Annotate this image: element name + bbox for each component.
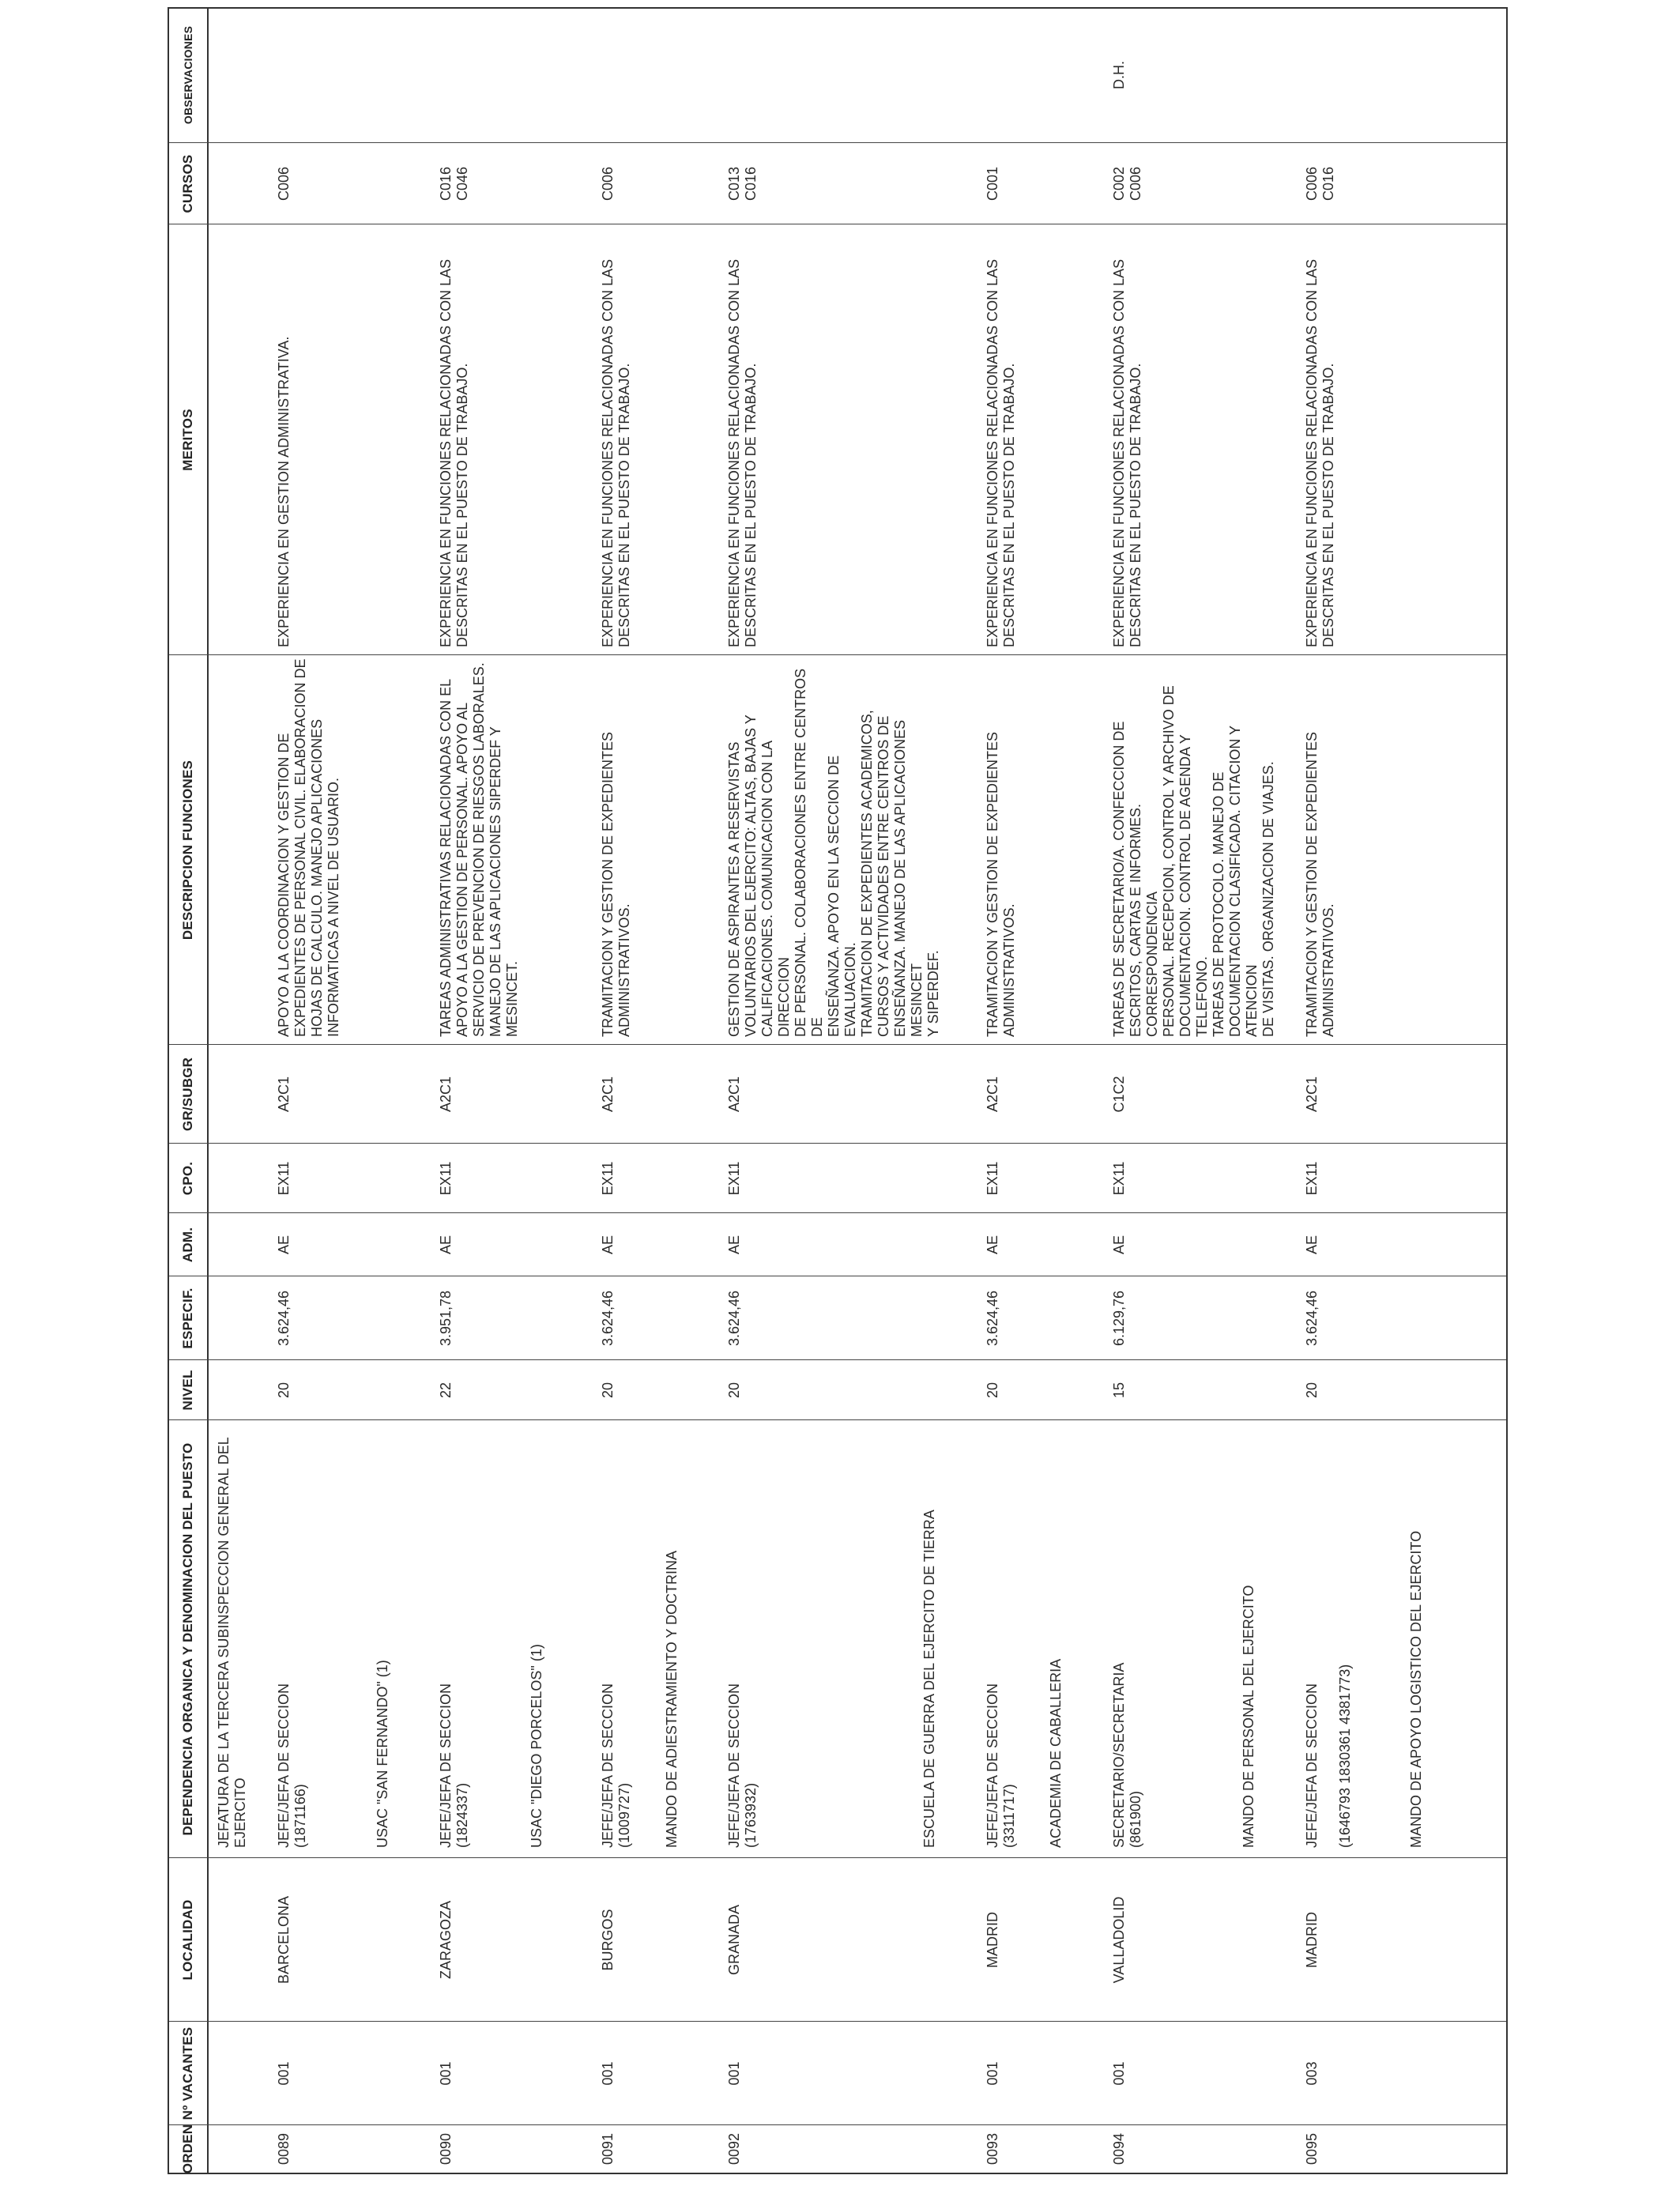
header-vacantes: Nº VACANTES xyxy=(180,2026,195,2120)
localidad-cell: BARCELONA xyxy=(276,1895,292,1985)
positions-table xyxy=(168,7,1508,2174)
orden-cell: 0089 xyxy=(276,2132,292,2166)
vacantes-cell: 003 xyxy=(1304,2061,1320,2086)
vacantes-cell: 001 xyxy=(600,2061,616,2086)
header-cpo: CPO. xyxy=(180,1161,195,1196)
orden-cell: 0090 xyxy=(438,2132,454,2166)
meritos-cell: EXPERIENCIA EN FUNCIONES RELACIONADAS CON LAS DESCRITAS EN EL PUESTO DE TRABAJO. xyxy=(985,258,1017,647)
dependency-heading: USAC "DIEGO PORCELOS" (1) xyxy=(529,1644,544,1848)
meritos-cell: EXPERIENCIA EN FUNCIONES RELACIONADAS CON LAS DESCRITAS EN EL PUESTO DE TRABAJO. xyxy=(726,258,759,647)
descripcion-cell: TRAMITACION Y GESTION DE EXPEDIENTES ADMINISTRATIVOS. xyxy=(600,731,632,1037)
header-cursos: CURSOS xyxy=(180,154,195,213)
orden-cell: 0093 xyxy=(985,2132,1000,2166)
header-descripcion: DESCRIPCION FUNCIONES xyxy=(180,760,195,941)
adm-cell: AE xyxy=(276,1235,292,1255)
especif-cell: 3.951,78 xyxy=(438,1290,454,1347)
grsubgr-cell: A2C1 xyxy=(726,1076,742,1113)
puesto-cell: JEFE/JEFA DE SECCION (3311717) xyxy=(985,1683,1017,1848)
nivel-cell: 15 xyxy=(1111,1382,1127,1399)
grsubgr-cell: A2C1 xyxy=(985,1076,1000,1113)
cursos-cell: C002 C006 xyxy=(1111,166,1143,202)
cpo-cell: EX11 xyxy=(600,1161,616,1196)
localidad-cell: MADRID xyxy=(1304,1912,1320,1968)
grsubgr-cell: A2C1 xyxy=(1304,1076,1320,1113)
nivel-cell: 22 xyxy=(438,1382,454,1399)
descripcion-cell: APOYO A LA COORDINACION Y GESTION DE EXPEDIENTES DE PERSONAL CIVIL. ELABORACION DE HOJAS DE CALCULO. MANEJO APLICACIONES INFORMATICAS A NIVEL DE USUARIO. xyxy=(276,658,341,1037)
adm-cell: AE xyxy=(985,1235,1000,1255)
vacantes-cell: 001 xyxy=(276,2061,292,2086)
meritos-cell: EXPERIENCIA EN FUNCIONES RELACIONADAS CON LAS DESCRITAS EN EL PUESTO DE TRABAJO. xyxy=(1111,258,1143,647)
nivel-cell: 20 xyxy=(985,1382,1000,1399)
cursos-cell: C001 xyxy=(985,166,1000,202)
vacantes-cell: 001 xyxy=(985,2061,1000,2086)
descripcion-cell: TAREAS DE SECRETARIO/A. CONFECCION DE ESCRITOS, CARTAS E INFORMES. CORRESPONDENCIA PERSONAL. RECEPCION, CONTROL Y ARCHIVO DE DOCUMENTACION. CONTROL DE AGENDA Y TELEFONO. TAREAS DE PROTOCOLO. MANEJO DE DOCUMENTACION CLASIFICADA. CITACION Y ATENCION DE VISITAS. ORGANIZACION DE VIAJES. xyxy=(1111,685,1276,1037)
cpo-cell: EX11 xyxy=(1304,1161,1320,1196)
header-especif: ESPECIF. xyxy=(180,1287,195,1349)
descripcion-cell: TAREAS ADMINISTRATIVAS RELACIONADAS CON EL APOYO A LA GESTION DE PERSONAL. APOYO AL SERVICIO DE PREVENCION DE RIESGOS LABORALES. MANEJO DE LAS APLICACIONES SIPERDEF Y MESINCET. xyxy=(438,662,520,1037)
meritos-cell: EXPERIENCIA EN GESTION ADMINISTRATIVA. xyxy=(276,336,292,647)
orden-cell: 0094 xyxy=(1111,2132,1127,2166)
adm-cell: AE xyxy=(600,1235,616,1255)
meritos-cell: EXPERIENCIA EN FUNCIONES RELACIONADAS CON LAS DESCRITAS EN EL PUESTO DE TRABAJO. xyxy=(600,258,632,647)
dependency-heading: ACADEMIA DE CABALLERIA xyxy=(1048,1658,1064,1848)
dependency-heading: MANDO DE ADIESTRAMIENTO Y DOCTRINA xyxy=(664,1550,680,1848)
cursos-cell: C006 xyxy=(276,166,292,202)
cpo-cell: EX11 xyxy=(985,1161,1000,1196)
meritos-cell: EXPERIENCIA EN FUNCIONES RELACIONADAS CON LAS DESCRITAS EN EL PUESTO DE TRABAJO. xyxy=(438,258,470,647)
header-adm: ADM. xyxy=(180,1227,195,1263)
grsubgr-cell: A2C1 xyxy=(600,1076,616,1113)
dependency-heading: MANDO DE PERSONAL DEL EJERCITO xyxy=(1241,1585,1256,1848)
especif-cell: 3.624,46 xyxy=(985,1290,1000,1347)
localidad-cell: VALLADOLID xyxy=(1111,1896,1127,1984)
puesto-cell: JEFE/JEFA DE SECCION (1009727) xyxy=(600,1683,632,1848)
adm-cell: AE xyxy=(1304,1235,1320,1255)
puesto-cell: JEFE/JEFA DE SECCION (1763932) xyxy=(726,1683,759,1848)
orden-cell: 0095 xyxy=(1304,2132,1320,2166)
puesto-cell: JEFE/JEFA DE SECCION (1871166) xyxy=(276,1683,308,1848)
descripcion-cell: TRAMITACION Y GESTION DE EXPEDIENTES ADMINISTRATIVOS. xyxy=(1304,731,1336,1037)
grsubgr-cell: C1C2 xyxy=(1111,1076,1127,1113)
especif-cell: 3.624,46 xyxy=(276,1290,292,1347)
cursos-cell: C006 C016 xyxy=(1304,166,1336,202)
header-observaciones: OBSERVACIONES xyxy=(182,25,194,125)
header-orden: ORDEN xyxy=(180,2124,195,2174)
especif-cell: 6.129,76 xyxy=(1111,1290,1127,1347)
nivel-cell: 20 xyxy=(726,1382,742,1399)
descripcion-cell: TRAMITACION Y GESTION DE EXPEDIENTES ADMINISTRATIVOS. xyxy=(985,731,1017,1037)
localidad-cell: ZARAGOZA xyxy=(438,1901,454,1980)
cpo-cell: EX11 xyxy=(438,1161,454,1196)
vacantes-cell: 001 xyxy=(438,2061,454,2086)
localidad-cell: BURGOS xyxy=(600,1909,616,1971)
adm-cell: AE xyxy=(1111,1235,1127,1255)
nivel-cell: 20 xyxy=(1304,1382,1320,1399)
header-nivel: NIVEL xyxy=(180,1370,195,1411)
cpo-cell: EX11 xyxy=(276,1161,292,1196)
especif-cell: 3.624,46 xyxy=(726,1290,742,1347)
localidad-cell: MADRID xyxy=(985,1912,1000,1968)
header-grsubgr: GR/SUBGR xyxy=(180,1057,195,1132)
orden-cell: 0092 xyxy=(726,2132,742,2166)
meritos-cell: EXPERIENCIA EN FUNCIONES RELACIONADAS CON LAS DESCRITAS EN EL PUESTO DE TRABAJO. xyxy=(1304,258,1336,647)
puesto-cell: SECRETARIO/SECRETARIA (861900) xyxy=(1111,1662,1143,1848)
cursos-cell: C016 C046 xyxy=(438,166,470,202)
grsubgr-cell: A2C1 xyxy=(438,1076,454,1113)
observaciones-cell: D.H. xyxy=(1111,61,1127,89)
puesto-cell: JEFE/JEFA DE SECCION (1646793 1830361 4381773) xyxy=(1304,1664,1353,1848)
header-dependencia: DEPENDENCIA ORGANICA Y DENOMINACION DEL PUESTO xyxy=(180,1442,195,1836)
header-meritos: MERITOS xyxy=(180,409,195,471)
nivel-cell: 20 xyxy=(600,1382,616,1399)
grsubgr-cell: A2C1 xyxy=(276,1076,292,1113)
adm-cell: AE xyxy=(438,1235,454,1255)
header-localidad: LOCALIDAD xyxy=(180,1899,195,1981)
puesto-cell: JEFE/JEFA DE SECCION (1824337) xyxy=(438,1683,470,1848)
cursos-cell: C006 xyxy=(600,166,616,202)
cpo-cell: EX11 xyxy=(1111,1161,1127,1196)
especif-cell: 3.624,46 xyxy=(1304,1290,1320,1347)
especif-cell: 3.624,46 xyxy=(600,1290,616,1347)
orden-cell: 0091 xyxy=(600,2132,616,2166)
dependency-heading: MANDO DE APOYO LOGISTICO DEL EJERCITO xyxy=(1408,1530,1424,1848)
dependency-heading: JEFATURA DE LA TERCERA SUBINSPECCION GENERAL DEL EJERCITO xyxy=(216,1437,248,1848)
vacantes-cell: 001 xyxy=(726,2061,742,2086)
adm-cell: AE xyxy=(726,1235,742,1255)
table-header xyxy=(169,9,209,2173)
localidad-cell: GRANADA xyxy=(726,1905,742,1976)
column-divider xyxy=(169,654,1506,655)
vacantes-cell: 001 xyxy=(1111,2061,1127,2086)
descripcion-cell: GESTION DE ASPIRANTES A RESERVISTAS VOLUNTARIOS DEL EJERCITO: ALTAS, BAJAS Y CALIFICACIONES. COMUNICACION CON LA DIRECCION DE PERSONAL. COLABORACIONES ENTRE CENTROS DE ENSEÑANZA. APOYO EN LA SECCION DE EVALUACION. TRAMITACION DE EXPEDIENTES ACADEMICOS, CURSOS Y ACTIVIDADES ENTRE CENTROS DE ENSEÑANZA. MANEJO DE LAS APLICACIONES MESINCET Y SIPERDEF. xyxy=(726,668,941,1037)
dependency-heading: ESCUELA DE GUERRA DEL EJERCITO DE TIERRA xyxy=(921,1510,937,1848)
cursos-cell: C013 C016 xyxy=(726,166,759,202)
cpo-cell: EX11 xyxy=(726,1161,742,1196)
nivel-cell: 20 xyxy=(276,1382,292,1399)
dependency-heading: USAC "SAN FERNANDO" (1) xyxy=(375,1660,390,1848)
